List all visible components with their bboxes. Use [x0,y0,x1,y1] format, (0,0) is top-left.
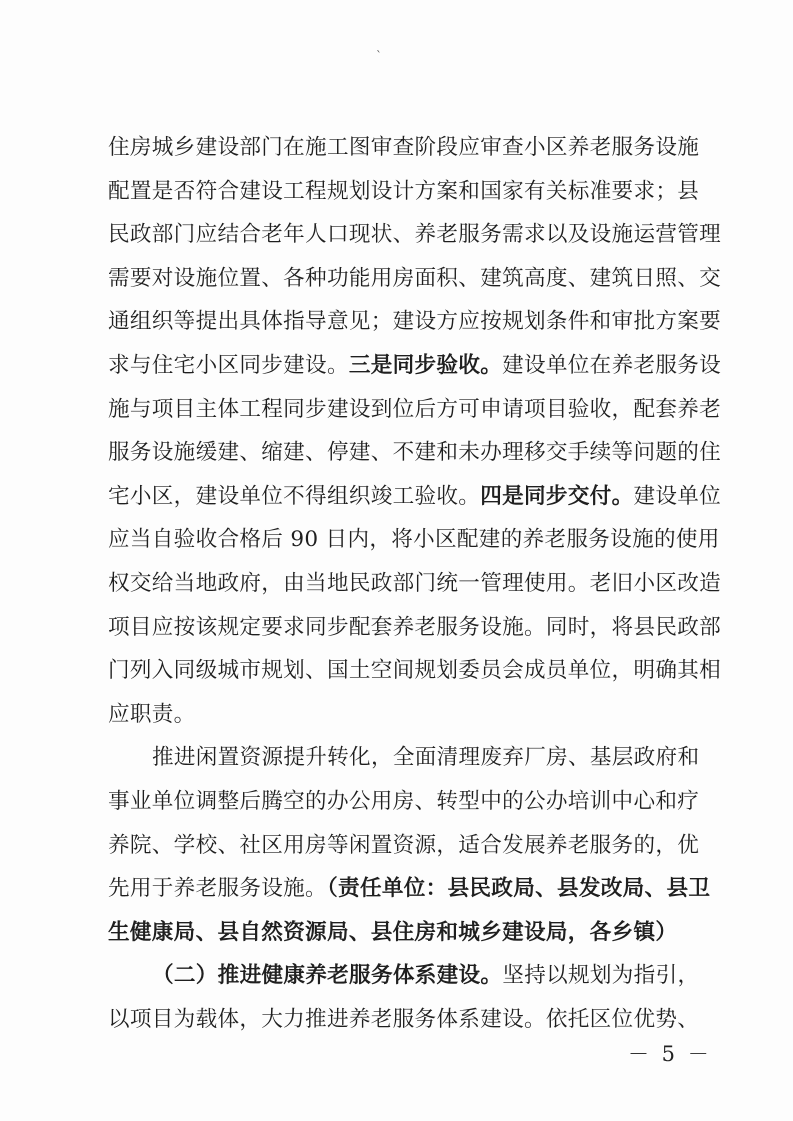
text-segment: 配置是否符合建设工程规划设计方案和国家有关标准要求；县 [108,178,700,204]
text-segment: 宅小区，建设单位不得组织竣工验收。 [108,483,481,509]
text-segment: 应职责。 [108,701,196,727]
text-line [108,215,722,255]
text-line [108,302,722,342]
text-segment: 民政部门应结合老年人口现状、养老服务需求以及设施运营管理 [108,222,722,248]
text-line [108,913,690,953]
text-line [108,172,700,212]
text-segment: 通组织等提出具体指导意见；建设方应按规划条件和审批方案要 [108,309,722,335]
bold-text-segment: （二）推进健康养老服务体系建设。 [152,963,503,989]
text-line [108,1000,700,1040]
text-line [108,346,722,386]
text-line [108,651,722,691]
text-segment: 门列入同级城市规划、国土空间规划委员会成员单位，明确其相 [108,658,722,684]
text-line [108,564,722,604]
bold-text-segment: 生健康局、县自然资源局、县住房和城乡建设局，各乡镇） [108,919,678,945]
text-line [108,477,722,517]
bold-text-segment: 三是同步验收。 [348,353,503,378]
bold-text-segment: （责任单位：县民政局、县发改局、县卫 [326,876,711,902]
text-line [108,826,700,866]
text-line [152,956,700,996]
text-line [108,782,700,822]
text-segment: 权交给当地政府，由当地民政部门统一管理使用。老旧小区改造 [108,571,722,596]
scan-mark: ` [376,49,382,63]
text-line [108,433,722,473]
text-segment: 先用于养老服务设施。 [108,876,327,902]
text-segment: 建设单位 [633,483,722,509]
text-segment: 住房城乡建设部门在施工图审查阶段应审查小区养老服务设施 [108,135,700,160]
text-segment: 服务设施缓建、缩建、停建、不建和未办理移交手续等问题的住 [108,440,722,466]
text-line [152,738,700,778]
text-line [108,128,700,168]
text-line [108,259,722,299]
bold-text-segment: 四是同步交付。 [480,483,634,509]
text-segment: 应当自验收合格后 90 日内，将小区配建的养老服务设施的使用 [108,527,720,553]
page-number: － 5 － [628,1042,712,1066]
text-segment: 养院、学校、社区用房等闲置资源，适合发展养老服务的，优 [108,832,700,858]
text-line [108,390,722,430]
text-line [108,695,690,735]
text-line [108,869,711,909]
text-segment: 求与住宅小区同步建设。 [108,353,349,378]
text-segment: 施与项目主体工程同步建设到位后方可申请项目验收，配套养老 [108,396,722,422]
text-line [108,608,722,648]
text-segment: 建设单位在养老服务设 [502,353,722,378]
text-segment: 推进闲置资源提升转化，全面清理废弃厂房、基层政府和 [152,745,700,771]
text-segment: 事业单位调整后腾空的办公用房、转型中的公办培训中心和疗 [108,789,700,814]
text-segment: 坚持以规划为指引， [502,963,700,989]
text-segment: 需要对设施位置、各种功能用房面积、建筑高度、建筑日照、交 [108,265,722,291]
text-segment: 项目应按该规定要求同步配套养老服务设施。同时，将县民政部 [108,614,722,640]
text-segment: 以项目为载体，大力推进养老服务体系建设。依托区位优势、 [108,1007,700,1032]
text-line [108,520,720,560]
